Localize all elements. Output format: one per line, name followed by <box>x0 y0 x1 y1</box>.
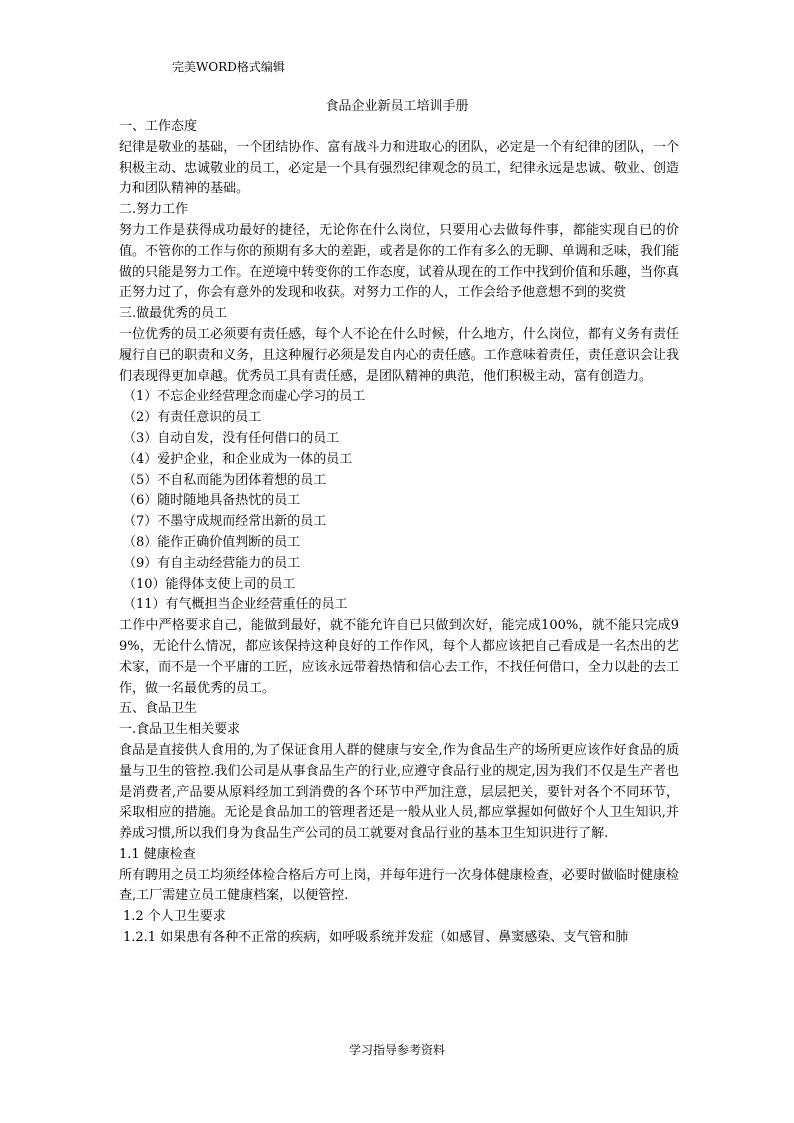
page-header: 完美WORD格式编辑 <box>172 60 285 74</box>
section-heading-hygiene: 五、食品卫生 <box>119 701 198 717</box>
section-heading-effort: 二.努力工作 <box>119 202 189 218</box>
section-heading-best-employee: 三.做最优秀的员工 <box>119 306 228 322</box>
paragraph-best-closing: 工作中严格要求自己，能做到最好，就不能允许自已只做到次好，能完成100%，就不能只完成99%，无论什么情况，都应该保持这种良好的工作作风，每个人都应该把自己看成是一名杰出的艺术家，而不是一个平庸的工匠，应该永远带着热情和信心去工作，不找任何借口，全力以赴的去工作，做一名最优秀的员工。 <box>119 618 679 696</box>
list-item: （3）自动自发，没有任何借口的员工 <box>123 430 340 446</box>
paragraph-personal-hygiene: 1.2.1 如果患有各种不正常的疾病，如呼吸系统并发症（如感冒、鼻窦感染、支气管和肺 <box>123 930 629 946</box>
list-best-employee <box>119 387 679 616</box>
document-title: 食品企业新员工培训手册 <box>325 99 469 114</box>
list-item: （11）有气概担当企业经营重任的员工 <box>123 597 348 613</box>
paragraph-best-employee: 一位优秀的员工必须要有责任感，每个人不论在什么时候，什么地方，什么岗位，都有义务有责任履行自已的职责和义务，且这种履行必须是发自内心的责任感。工作意味着责任，责任意识会让我们表现得更加卓越。优秀员工具有责任感，是团队精神的典范，他们积极主动，富有创造力。 <box>119 326 679 384</box>
page-footer: 学习指导参考资料 <box>348 1043 445 1057</box>
document-body <box>119 117 679 949</box>
section-heading-attitude: 一、工作态度 <box>119 119 198 134</box>
subheading-personal-hygiene: 1.2 个人卫生要求 <box>123 909 226 925</box>
paragraph-attitude: 纪律是敬业的基础，一个团结协作、富有战斗力和进取心的团队，必定是一个有纪律的团队，一个积极主动、忠诚敬业的员工，必定是一个具有强烈纪律观念的员工，纪律永远是忠诚、敬业、创造力和团队精神的基础。 <box>119 139 679 197</box>
paragraph-hygiene: 食品是直接供人食用的,为了保证食用人群的健康与安全,作为食品生产的场所更应该作好食品的质量与卫生的管控.我们公司是从事食品生产的行业,应遵守食品行业的规定,因为我们不仅是生产者也是消费者,产品要从原料经加工到消费的各个环节中严加注意，层层把关，要针对各个不同环节，采取相应的措施。无论是食品加工的管理者还是一般从业人员,都应掌握如何做好个人卫生知识,并养成习惯,所以我们身为食品生产公司的员工就要对食品行业的基本卫生知识进行了解. <box>119 742 679 842</box>
list-item: （9）有自主动经营能力的员工 <box>123 555 301 571</box>
list-item: （10）能得体支使上司的员工 <box>123 576 296 592</box>
list-item: （7）不墨守成规而经常出新的员工 <box>123 514 327 530</box>
list-item: （2）有责任意识的员工 <box>123 410 262 426</box>
list-item: （6）随时随地具备热忱的员工 <box>123 493 301 509</box>
list-item: （1）不忘企业经营理念而虚心学习的员工 <box>123 389 366 405</box>
list-item: （5）不自私而能为团体着想的员工 <box>123 472 327 488</box>
list-item: （4）爱护企业，和企业成为一体的员工 <box>123 451 353 467</box>
paragraph-effort: 努力工作是获得成功最好的捷径，无论你在什么岗位，只要用心去做每件事，都能实现自已的价值。不管你的工作与你的预期有多大的差距，或者是你的工作有多么的无聊、单调和乏味，我们能做的只能是努力工作。在逆境中转变你的工作态度，试着从现在的工作中找到价值和乐趣，当你真正努力过了，你会有意外的发现和收获。对努力工作的人，工作会给予他意想不到的奖赏 <box>119 222 679 301</box>
list-item: （8）能作正确价值判断的员工 <box>123 534 301 550</box>
subheading-health-check: 1.1 健康检查 <box>119 846 196 862</box>
subheading-hygiene-requirements: 一.食品卫生相关要求 <box>119 722 241 738</box>
paragraph-health-check: 所有聘用之员工均须经体检合格后方可上岗，并每年进行一次身体健康检查，必要时做临时健康检查,工厂需建立员工健康档案，以便管控. <box>119 867 679 904</box>
